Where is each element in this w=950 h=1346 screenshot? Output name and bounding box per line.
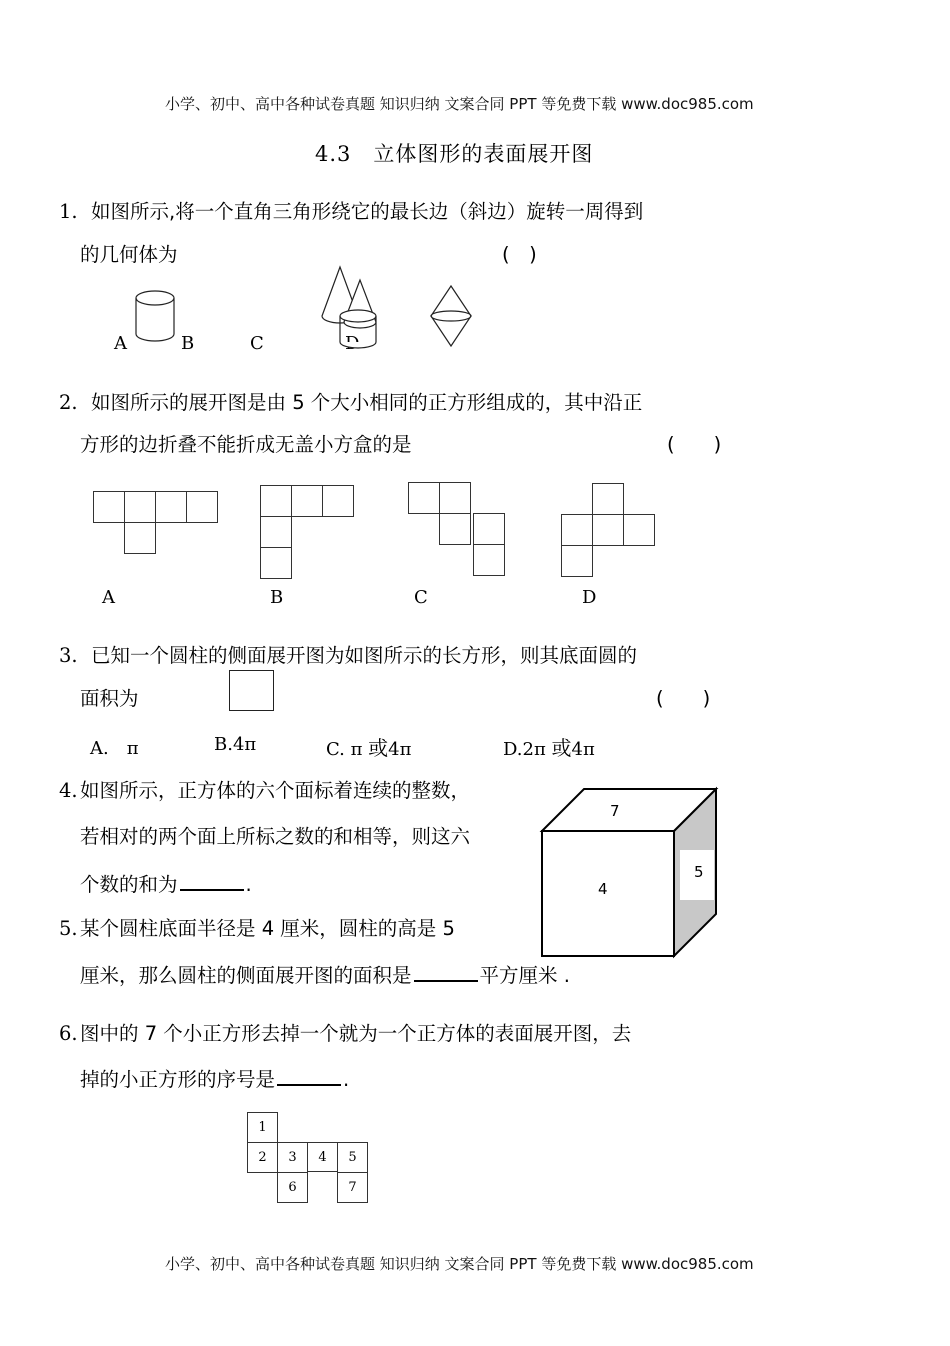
page-header: 小学、初中、高中各种试卷真题 知识归纳 文案合同 PPT 等免费下载 www.doc985.com — [165, 95, 754, 113]
q1-line1: 如图所示,将一个直角三角形绕它的最长边（斜边）旋转一周得到 — [91, 200, 644, 223]
q6-square-7: 7 — [337, 1172, 368, 1203]
q6-line1: 图中的 7 个小正方形去掉一个就为一个正方体的表面展开图，去 — [80, 1022, 632, 1045]
q5-line1: 某个圆柱底面半径是 4 厘米，圆柱的高是 5 — [80, 917, 455, 940]
q4-cube-figure — [540, 786, 720, 961]
q6-square-4: 4 — [307, 1142, 338, 1172]
q4-cube-front-number: 4 — [598, 880, 608, 898]
q3-choice-b: B.4π — [214, 734, 257, 755]
q2-option-b: B — [270, 587, 284, 608]
q3-number: 3. — [59, 644, 78, 667]
q6-number: 6. — [59, 1022, 78, 1045]
q6-answer-blank[interactable] — [277, 1066, 341, 1086]
q1-option-a: A — [114, 333, 127, 354]
q3-line2: 面积为 — [80, 687, 139, 710]
q4-number: 4. — [59, 779, 78, 802]
q3-rectangle-figure — [229, 670, 274, 711]
q5-line2: 厘米，那么圆柱的侧面展开图的面积是 平方厘米 . — [80, 964, 570, 987]
q3-choice-d: D.2π 或4π — [503, 736, 595, 760]
q3-choice-c: C. π 或4π — [326, 736, 412, 760]
q1-number: 1. — [59, 200, 78, 223]
q2-option-c: C — [414, 587, 428, 608]
q1-cone-cylinder-figure — [318, 264, 388, 354]
q6-square-2: 2 — [247, 1142, 278, 1173]
q4-line3: 个数的和为 . — [80, 873, 252, 896]
page-title: 4.3 立体图形的表面展开图 — [315, 142, 594, 166]
q2-line2: 方形的边折叠不能折成无盖小方盒的是 — [80, 433, 412, 456]
q2-option-a: A — [102, 587, 115, 608]
q5-number: 5. — [59, 917, 78, 940]
q1-cylinder-figure — [130, 288, 180, 348]
q2-option-d: D — [582, 587, 597, 608]
q1-option-c: C — [250, 333, 264, 354]
q4-cube-top-number: 7 — [610, 802, 620, 820]
q3-choice-a: A. π — [90, 738, 139, 759]
q1-line2: 的几何体为 — [80, 243, 178, 266]
q6-square-3: 3 — [277, 1142, 308, 1173]
q5-answer-blank[interactable] — [414, 962, 478, 982]
q4-line1: 如图所示，正方体的六个面标着连续的整数， — [80, 779, 471, 802]
q2-line1: 如图所示的展开图是由 5 个大小相同的正方形组成的，其中沿正 — [91, 391, 643, 414]
q1-double-cone-figure — [428, 284, 478, 350]
q4-cube-side-number: 5 — [694, 863, 704, 881]
page-footer: 小学、初中、高中各种试卷真题 知识归纳 文案合同 PPT 等免费下载 www.doc985.com — [165, 1255, 754, 1273]
q6-line2: 掉的小正方形的序号是 . — [80, 1068, 350, 1091]
q4-answer-blank[interactable] — [180, 871, 244, 891]
q2-number: 2. — [59, 391, 78, 414]
q6-square-5: 5 — [337, 1142, 368, 1173]
q6-square-1: 1 — [247, 1112, 278, 1143]
q1-answer-paren: ( ) — [502, 243, 537, 266]
q4-line2: 若相对的两个面上所标之数的和相等，则这六 — [80, 825, 471, 848]
q3-line1: 已知一个圆柱的侧面展开图为如图所示的长方形，则其底面圆的 — [91, 644, 638, 667]
q1-option-b: B — [181, 333, 195, 354]
q2-answer-paren: ( ) — [667, 433, 722, 456]
q3-answer-paren: ( ) — [656, 687, 711, 710]
q6-square-6: 6 — [277, 1172, 308, 1203]
